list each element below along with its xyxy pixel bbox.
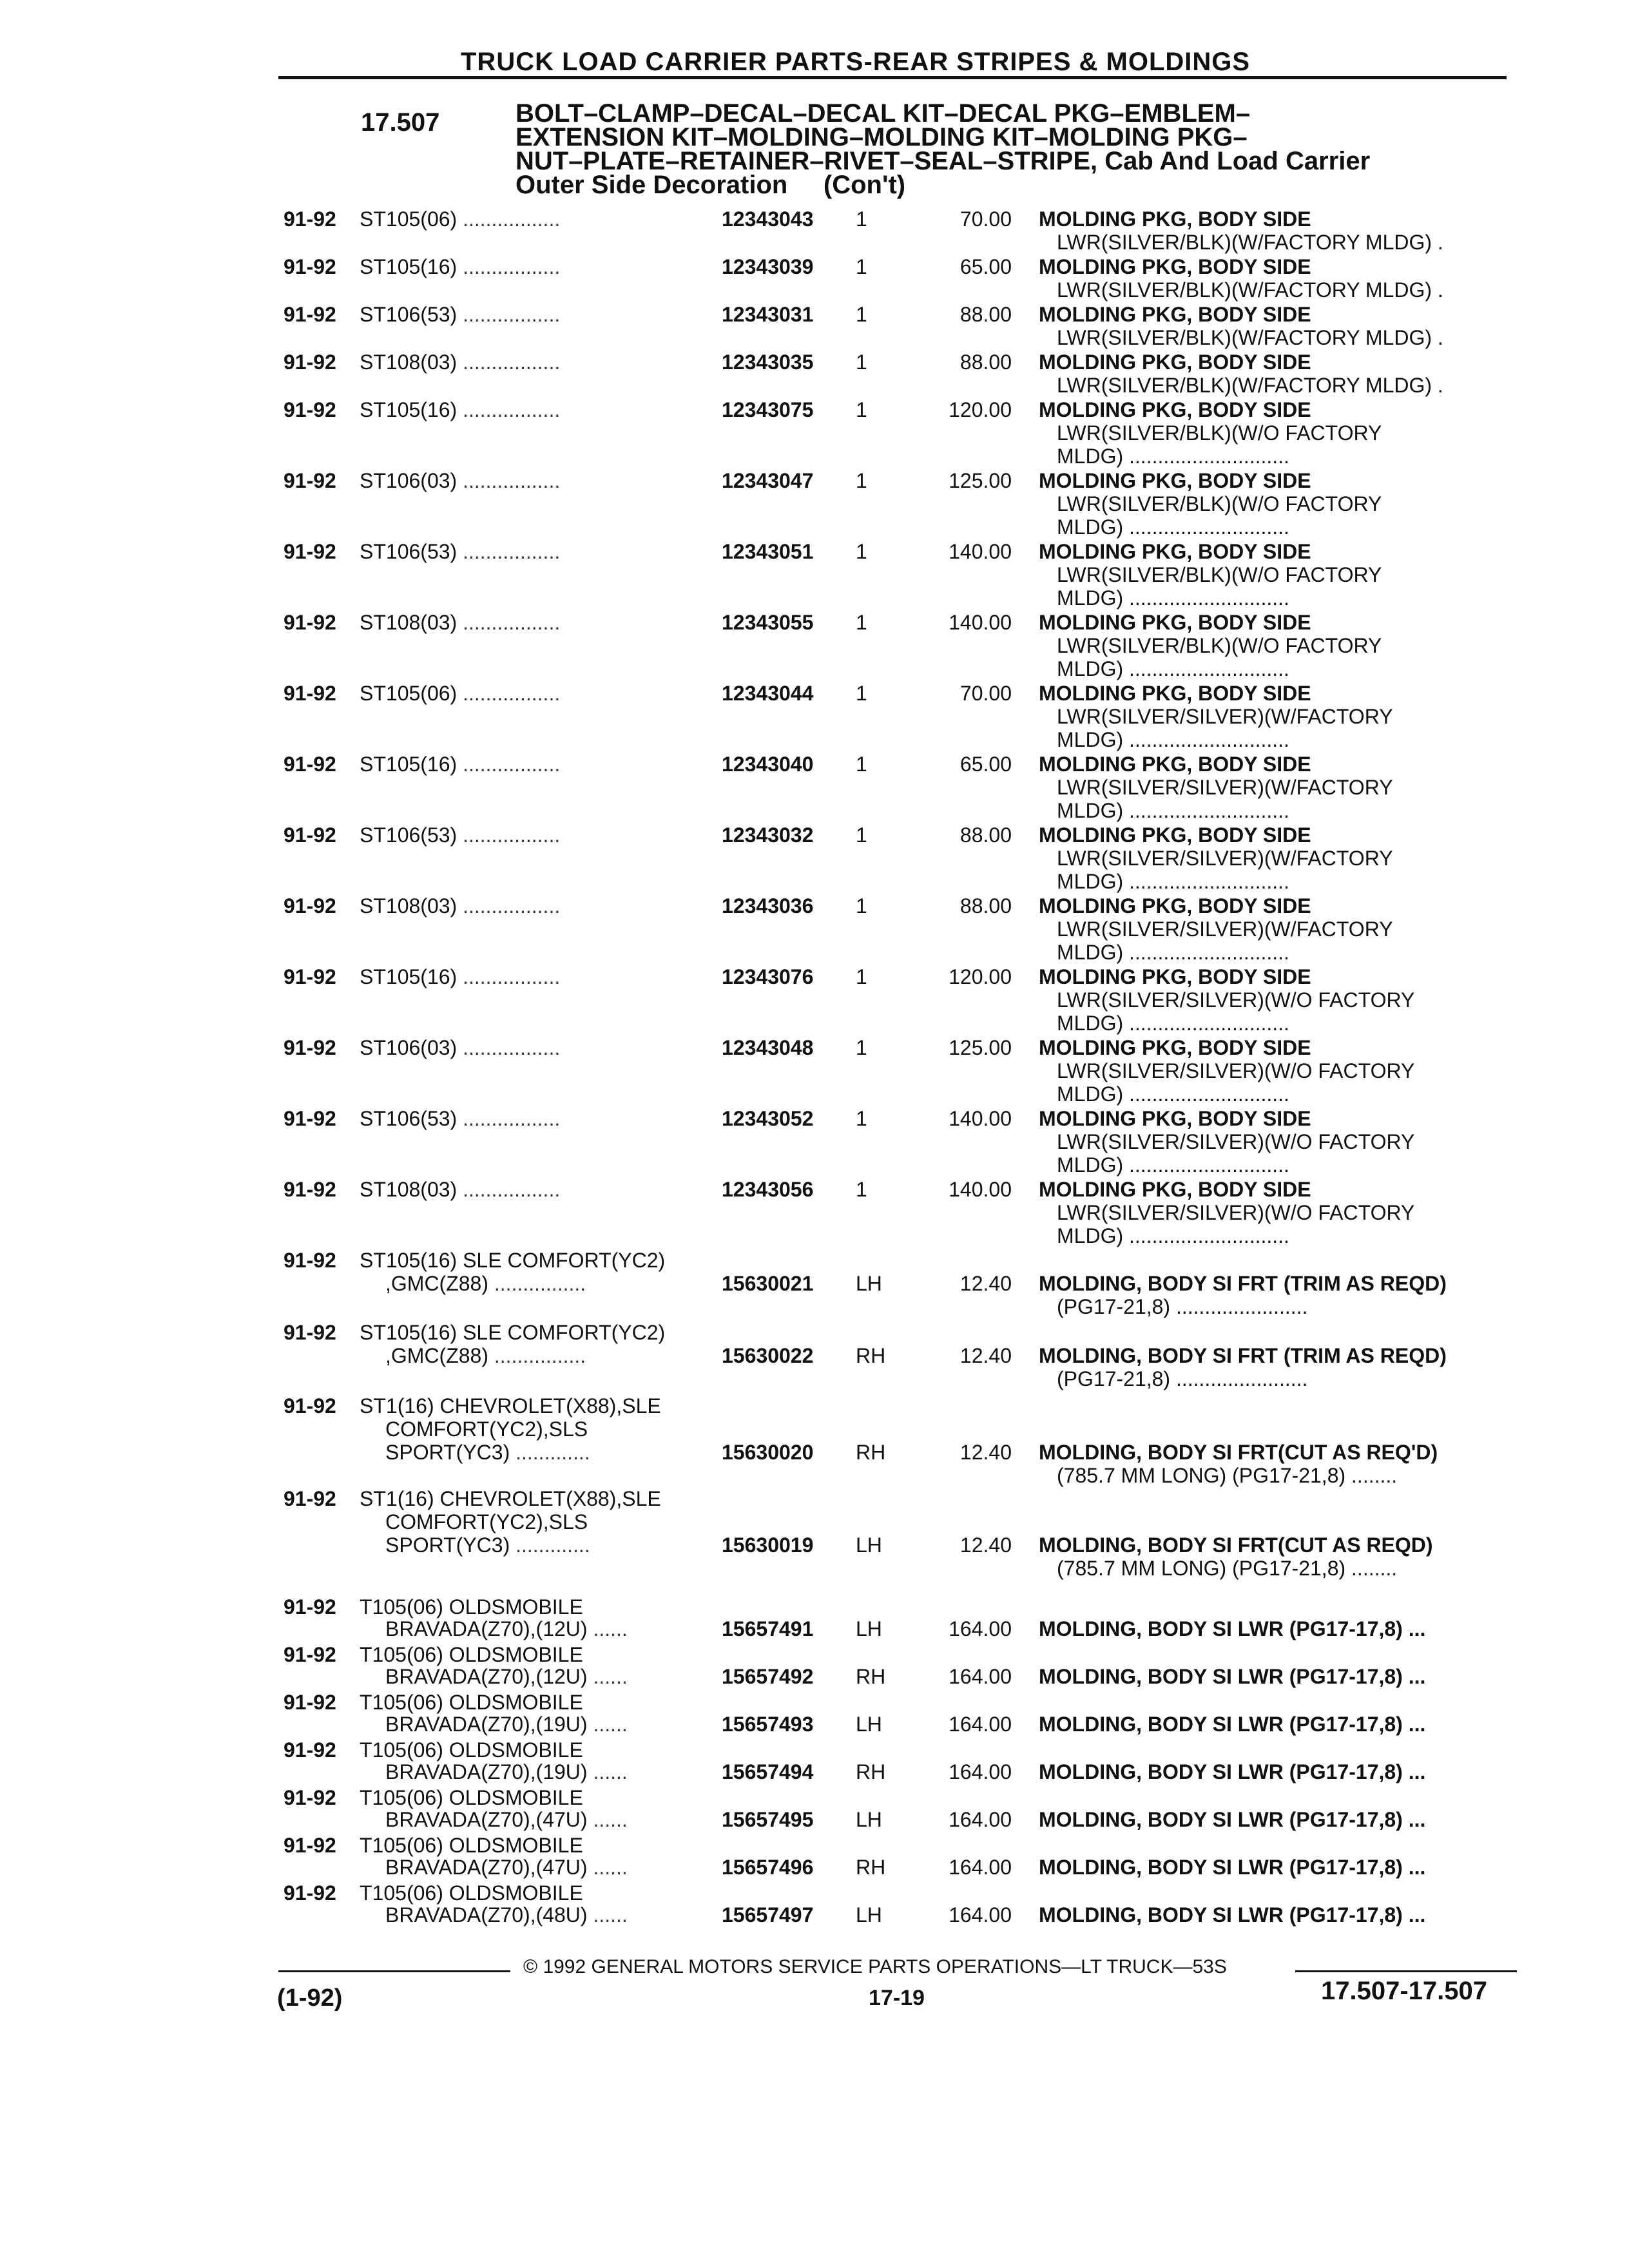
footer-copyright: © 1992 GENERAL MOTORS SERVICE PARTS OPERATIONS—LT TRUCK—53S [523,1956,1227,1977]
row-part-number: 12343076 [722,965,814,988]
leader-dots: ................ [494,1272,586,1295]
row-part-number: 15657492 [722,1665,814,1688]
row-price: 140.00 [949,1107,1012,1130]
row-year: 91-92 [284,753,336,776]
row-part-number: 12343044 [722,682,814,705]
leader-dots: ................. [463,1036,561,1059]
description-line: MLDG) ............................ [1057,657,1289,680]
row-year: 91-92 [284,1487,336,1510]
row-part-number: 15657494 [722,1760,814,1783]
group-title-line: BOLT–CLAMP–DECAL–DECAL KIT–DECAL PKG–EMBLEM– [516,99,1251,128]
row-description [1039,1808,1425,1831]
row-model: T105(06) OLDSMOBILE [360,1643,583,1666]
row-description [1039,682,1393,751]
description-line: LWR(SILVER/SILVER)(W/FACTORY [1057,847,1393,870]
description-line: MLDG) ............................ [1057,1153,1289,1177]
row-price: 140.00 [949,540,1012,563]
row-model: ST106(53) ................. [360,540,561,563]
description-line: MOLDING PKG, BODY SIDE [1039,611,1311,634]
row-model: ST105(16) SLE COMFORT(YC2) [360,1249,666,1272]
row-description [1039,1344,1447,1390]
row-model: ,GMC(Z88) ................ [385,1272,586,1295]
leader-dots: ................. [463,540,561,563]
description-line: LWR(SILVER/BLK)(W/FACTORY MLDG) . [1057,278,1443,302]
description-line: LWR(SILVER/SILVER)(W/O FACTORY [1057,1201,1415,1224]
row-part-number: 15630019 [722,1533,814,1557]
row-model: ST1(16) CHEVROLET(X88),SLE [360,1394,661,1418]
row-price: 140.00 [949,611,1012,634]
row-description [1039,753,1393,822]
leader-dots: ................. [463,207,561,231]
row-model: ST106(53) ................. [360,823,561,847]
row-quantity: RH [856,1856,886,1879]
row-quantity: 1 [856,469,867,492]
row-year: 91-92 [284,965,336,988]
row-part-number: 15657495 [722,1808,814,1831]
description-line: MOLDING PKG, BODY SIDE [1039,682,1311,705]
description-line: LWR(SILVER/SILVER)(W/O FACTORY [1057,1130,1415,1153]
row-description [1039,1036,1414,1106]
row-year: 91-92 [284,1036,336,1059]
row-description [1039,540,1382,610]
description-line: MOLDING PKG, BODY SIDE [1039,351,1311,374]
description-line: MLDG) ............................ [1057,586,1289,610]
description-line: MOLDING, BODY SI LWR (PG17-17,8) ... [1039,1808,1426,1831]
row-price: 125.00 [949,1036,1012,1059]
row-price: 88.00 [959,894,1012,918]
description-line: MLDG) ............................ [1057,799,1289,822]
description-line: MOLDING, BODY SI LWR (PG17-17,8) ... [1039,1856,1426,1879]
description-line: MOLDING, BODY SI FRT (TRIM AS REQD) [1039,1344,1447,1367]
description-line: LWR(SILVER/SILVER)(W/O FACTORY [1057,1059,1415,1082]
description-line: MLDG) ............................ [1057,515,1289,539]
leader-dots: ................. [463,823,561,847]
row-year: 91-92 [284,1643,336,1666]
row-price: 140.00 [949,1178,1012,1201]
row-part-number: 15657493 [722,1713,814,1736]
row-quantity: 1 [856,398,867,421]
row-description [1039,1713,1425,1736]
row-part-number: 12343075 [722,398,814,421]
row-quantity: 1 [856,1178,867,1201]
row-price: 125.00 [949,469,1012,492]
row-part-number: 12343032 [722,823,814,847]
row-model: ST105(06) ................. [360,207,561,231]
row-price: 164.00 [949,1903,1012,1927]
description-line: LWR(SILVER/BLK)(W/O FACTORY [1057,634,1382,657]
description-line: LWR(SILVER/SILVER)(W/FACTORY [1057,776,1393,799]
description-line: MLDG) ............................ [1057,445,1289,468]
row-quantity: 1 [856,351,867,374]
row-price: 70.00 [959,682,1012,705]
row-description [1039,1760,1425,1783]
row-year: 91-92 [284,1394,336,1418]
row-quantity: 1 [856,965,867,988]
row-description [1039,255,1443,302]
row-model: ST105(16) ................. [360,255,561,278]
row-model: T105(06) OLDSMOBILE [360,1786,583,1809]
row-description [1039,894,1393,964]
row-price: 164.00 [949,1713,1012,1736]
row-year: 91-92 [284,1249,336,1272]
footer-rule-left [278,1970,510,1972]
description-line: (PG17-21,8) ....................... [1057,1367,1308,1390]
row-part-number: 15657496 [722,1856,814,1879]
description-line: MLDG) ............................ [1057,870,1289,893]
row-description [1039,303,1443,349]
row-model: BRAVADA(Z70),(47U) ...... [385,1856,628,1879]
row-part-number: 12343047 [722,469,814,492]
description-line: MOLDING PKG, BODY SIDE [1039,540,1311,563]
description-line: MLDG) ............................ [1057,1012,1289,1035]
leader-dots: ...... [593,1856,628,1879]
row-year: 91-92 [284,398,336,421]
leader-dots: ................. [463,894,561,918]
description-line: LWR(SILVER/BLK)(W/FACTORY MLDG) . [1057,231,1443,254]
row-price: 70.00 [959,207,1012,231]
row-part-number: 12343056 [722,1178,814,1201]
row-model: ST105(16) ................. [360,398,561,421]
row-quantity: 1 [856,894,867,918]
description-line: LWR(SILVER/BLK)(W/O FACTORY [1057,492,1382,515]
description-line: MOLDING PKG, BODY SIDE [1039,207,1311,231]
leader-dots: ...... [593,1808,628,1831]
leader-dots: ................. [463,303,561,326]
row-model: ST106(03) ................. [360,1036,561,1059]
description-line: LWR(SILVER/BLK)(W/FACTORY MLDG) . [1057,374,1443,397]
row-part-number: 12343052 [722,1107,814,1130]
row-part-number: 12343051 [722,540,814,563]
row-part-number: 15630022 [722,1344,814,1367]
row-quantity: LH [856,1617,882,1640]
row-description [1039,1441,1438,1487]
leader-dots: ................. [463,611,561,634]
row-model: ST108(03) ................. [360,894,561,918]
row-part-number: 15657497 [722,1903,814,1927]
row-price: 88.00 [959,351,1012,374]
leader-dots: ...... [593,1760,628,1783]
row-year: 91-92 [284,1107,336,1130]
row-description [1039,823,1393,893]
row-model: ST106(03) ................. [360,469,561,492]
row-quantity: LH [856,1903,882,1927]
row-quantity: RH [856,1441,886,1464]
row-price: 12.40 [959,1441,1012,1464]
row-quantity: 1 [856,1036,867,1059]
leader-dots: ...... [593,1617,628,1640]
row-year: 91-92 [284,1834,336,1857]
leader-dots: ...... [593,1665,628,1688]
row-quantity: 1 [856,540,867,563]
row-quantity: 1 [856,753,867,776]
row-description [1039,351,1443,397]
row-part-number: 12343055 [722,611,814,634]
description-line: LWR(SILVER/BLK)(W/O FACTORY [1057,421,1382,445]
description-line: LWR(SILVER/SILVER)(W/FACTORY [1057,705,1393,728]
description-line: MOLDING PKG, BODY SIDE [1039,469,1311,492]
description-line: MOLDING, BODY SI FRT (TRIM AS REQD) [1039,1272,1447,1295]
row-year: 91-92 [284,1691,336,1714]
description-line: MOLDING PKG, BODY SIDE [1039,1036,1311,1059]
row-price: 65.00 [959,255,1012,278]
row-year: 91-92 [284,1321,336,1344]
row-part-number: 12343031 [722,303,814,326]
leader-dots: ................. [463,1178,561,1201]
row-description [1039,1856,1425,1879]
description-line: MOLDING PKG, BODY SIDE [1039,303,1311,326]
row-price: 65.00 [959,753,1012,776]
row-part-number: 15657491 [722,1617,814,1640]
row-year: 91-92 [284,207,336,231]
group-title-line: EXTENSION KIT–MOLDING–MOLDING KIT–MOLDING PKG– [516,123,1248,151]
row-model: ST1(16) CHEVROLET(X88),SLE [360,1487,661,1510]
row-model: T105(06) OLDSMOBILE [360,1738,583,1762]
row-part-number: 12343039 [722,255,814,278]
group-number: 17.507 [361,108,440,137]
description-line: MLDG) ............................ [1057,1224,1289,1247]
row-description [1039,1665,1425,1688]
row-price: 164.00 [949,1808,1012,1831]
row-price: 12.40 [959,1344,1012,1367]
group-title [516,99,1371,199]
row-price: 120.00 [949,398,1012,421]
description-line: MOLDING PKG, BODY SIDE [1039,1107,1311,1130]
row-model: ST105(16) SLE COMFORT(YC2) [360,1321,666,1344]
row-quantity: RH [856,1344,886,1367]
row-price: 12.40 [959,1272,1012,1295]
row-price: 88.00 [959,303,1012,326]
row-model: ST108(03) ................. [360,611,561,634]
leader-dots: ................. [463,351,561,374]
row-quantity: LH [856,1272,882,1295]
row-quantity: 1 [856,207,867,231]
row-quantity: LH [856,1533,882,1557]
row-model: BRAVADA(Z70),(12U) ...... [385,1617,628,1640]
row-year: 91-92 [284,894,336,918]
description-line: (785.7 MM LONG) (PG17-21,8) ........ [1057,1464,1398,1487]
row-year: 91-92 [284,1786,336,1809]
row-model: BRAVADA(Z70),(19U) ...... [385,1713,628,1736]
row-year: 91-92 [284,1595,336,1619]
description-line: MLDG) ............................ [1057,1082,1289,1106]
leader-dots: ...... [593,1713,628,1736]
leader-dots: ............. [516,1441,590,1464]
row-year: 91-92 [284,351,336,374]
description-line: MOLDING, BODY SI LWR (PG17-17,8) ... [1039,1665,1426,1688]
row-description [1039,1178,1414,1247]
row-part-number: 15630021 [722,1272,814,1295]
row-price: 120.00 [949,965,1012,988]
row-description [1039,398,1382,468]
description-line: MOLDING PKG, BODY SIDE [1039,823,1311,847]
row-model: BRAVADA(Z70),(12U) ...... [385,1665,628,1688]
leader-dots: ............. [516,1533,590,1557]
row-year: 91-92 [284,1881,336,1905]
row-year: 91-92 [284,469,336,492]
row-model: T105(06) OLDSMOBILE [360,1834,583,1857]
row-price: 164.00 [949,1856,1012,1879]
description-line: LWR(SILVER/BLK)(W/FACTORY MLDG) . [1057,326,1443,349]
row-description [1039,207,1443,254]
row-model: ,GMC(Z88) ................ [385,1344,586,1367]
row-model: COMFORT(YC2),SLS [385,1418,588,1441]
row-quantity: 1 [856,823,867,847]
description-line: MOLDING PKG, BODY SIDE [1039,255,1311,278]
row-quantity: LH [856,1808,882,1831]
description-line: MOLDING PKG, BODY SIDE [1039,965,1311,988]
description-line: MLDG) ............................ [1057,728,1289,751]
row-model: BRAVADA(Z70),(48U) ...... [385,1903,628,1927]
row-description [1039,1272,1447,1318]
row-model: COMFORT(YC2),SLS [385,1510,588,1533]
row-quantity: 1 [856,611,867,634]
row-model: ST105(06) ................. [360,682,561,705]
footer-group-range: 17.507-17.507 [1321,1977,1488,2005]
row-model: ST105(16) ................. [360,753,561,776]
row-model: ST108(03) ................. [360,1178,561,1201]
row-description [1039,1107,1414,1177]
row-year: 91-92 [284,682,336,705]
row-model: T105(06) OLDSMOBILE [360,1595,583,1619]
row-model: ST106(53) ................. [360,1107,561,1130]
row-year: 91-92 [284,1178,336,1201]
description-line: LWR(SILVER/SILVER)(W/FACTORY [1057,918,1393,941]
row-model: ST106(53) ................. [360,303,561,326]
description-line: MOLDING, BODY SI LWR (PG17-17,8) ... [1039,1903,1426,1927]
row-price: 164.00 [949,1665,1012,1688]
description-line: MOLDING, BODY SI FRT(CUT AS REQ'D) [1039,1441,1438,1464]
description-line: MOLDING, BODY SI FRT(CUT AS REQD) [1039,1533,1433,1557]
row-price: 164.00 [949,1760,1012,1783]
row-year: 91-92 [284,540,336,563]
row-year: 91-92 [284,255,336,278]
description-line: MOLDING, BODY SI LWR (PG17-17,8) ... [1039,1713,1426,1736]
row-model: T105(06) OLDSMOBILE [360,1691,583,1714]
leader-dots: ................. [463,682,561,705]
leader-dots: ................. [463,398,561,421]
description-line: (785.7 MM LONG) (PG17-21,8) ........ [1057,1557,1398,1580]
leader-dots: ................. [463,1107,561,1130]
description-line: MOLDING, BODY SI LWR (PG17-17,8) ... [1039,1760,1426,1783]
row-quantity: RH [856,1760,886,1783]
description-line: MOLDING PKG, BODY SIDE [1039,753,1311,776]
description-line: MLDG) ............................ [1057,941,1289,964]
row-part-number: 12343035 [722,351,814,374]
row-part-number: 12343048 [722,1036,814,1059]
header-rule [278,76,1507,79]
row-description [1039,1533,1433,1580]
leader-dots: ...... [593,1903,628,1927]
row-description [1039,1617,1425,1640]
row-year: 91-92 [284,823,336,847]
footer-rule-right [1295,1970,1517,1972]
description-line: MOLDING PKG, BODY SIDE [1039,398,1311,421]
description-line: LWR(SILVER/SILVER)(W/O FACTORY [1057,988,1415,1012]
leader-dots: ................. [463,469,561,492]
row-model: ST105(16) ................. [360,965,561,988]
row-quantity: 1 [856,1107,867,1130]
row-model: BRAVADA(Z70),(47U) ...... [385,1808,628,1831]
row-model: BRAVADA(Z70),(19U) ...... [385,1760,628,1783]
row-part-number: 12343036 [722,894,814,918]
row-description [1039,1903,1425,1927]
group-title-line: Outer Side Decoration (Con't) [516,171,906,199]
leader-dots: ................. [463,753,561,776]
footer-page-number: 17-19 [869,1986,925,2010]
leader-dots: ................. [463,255,561,278]
row-model: SPORT(YC3) ............. [385,1533,590,1557]
row-price: 88.00 [959,823,1012,847]
row-year: 91-92 [284,1738,336,1762]
leader-dots: ................. [463,965,561,988]
row-model: SPORT(YC3) ............. [385,1441,590,1464]
leader-dots: ................ [494,1344,586,1367]
row-description [1039,469,1382,539]
row-description [1039,965,1414,1035]
row-year: 91-92 [284,611,336,634]
description-line: MOLDING, BODY SI LWR (PG17-17,8) ... [1039,1617,1426,1640]
row-quantity: 1 [856,255,867,278]
row-model: T105(06) OLDSMOBILE [360,1881,583,1905]
row-price: 164.00 [949,1617,1012,1640]
row-model: ST108(03) ................. [360,351,561,374]
description-line: LWR(SILVER/BLK)(W/O FACTORY [1057,563,1382,586]
row-price: 12.40 [959,1533,1012,1557]
group-title-line: NUT–PLATE–RETAINER–RIVET–SEAL–STRIPE, Cab And Load Carrier [516,147,1371,175]
description-line: (PG17-21,8) ....................... [1057,1295,1308,1318]
row-quantity: LH [856,1713,882,1736]
row-part-number: 15630020 [722,1441,814,1464]
row-part-number: 12343043 [722,207,814,231]
footer-date: (1-92) [277,1984,343,2012]
row-description [1039,611,1382,680]
description-line: MOLDING PKG, BODY SIDE [1039,1178,1311,1201]
row-quantity: RH [856,1665,886,1688]
description-line: MOLDING PKG, BODY SIDE [1039,894,1311,918]
row-quantity: 1 [856,303,867,326]
page-header-title: TRUCK LOAD CARRIER PARTS-REAR STRIPES & MOLDINGS [461,48,1251,76]
row-quantity: 1 [856,682,867,705]
row-year: 91-92 [284,303,336,326]
row-part-number: 12343040 [722,753,814,776]
